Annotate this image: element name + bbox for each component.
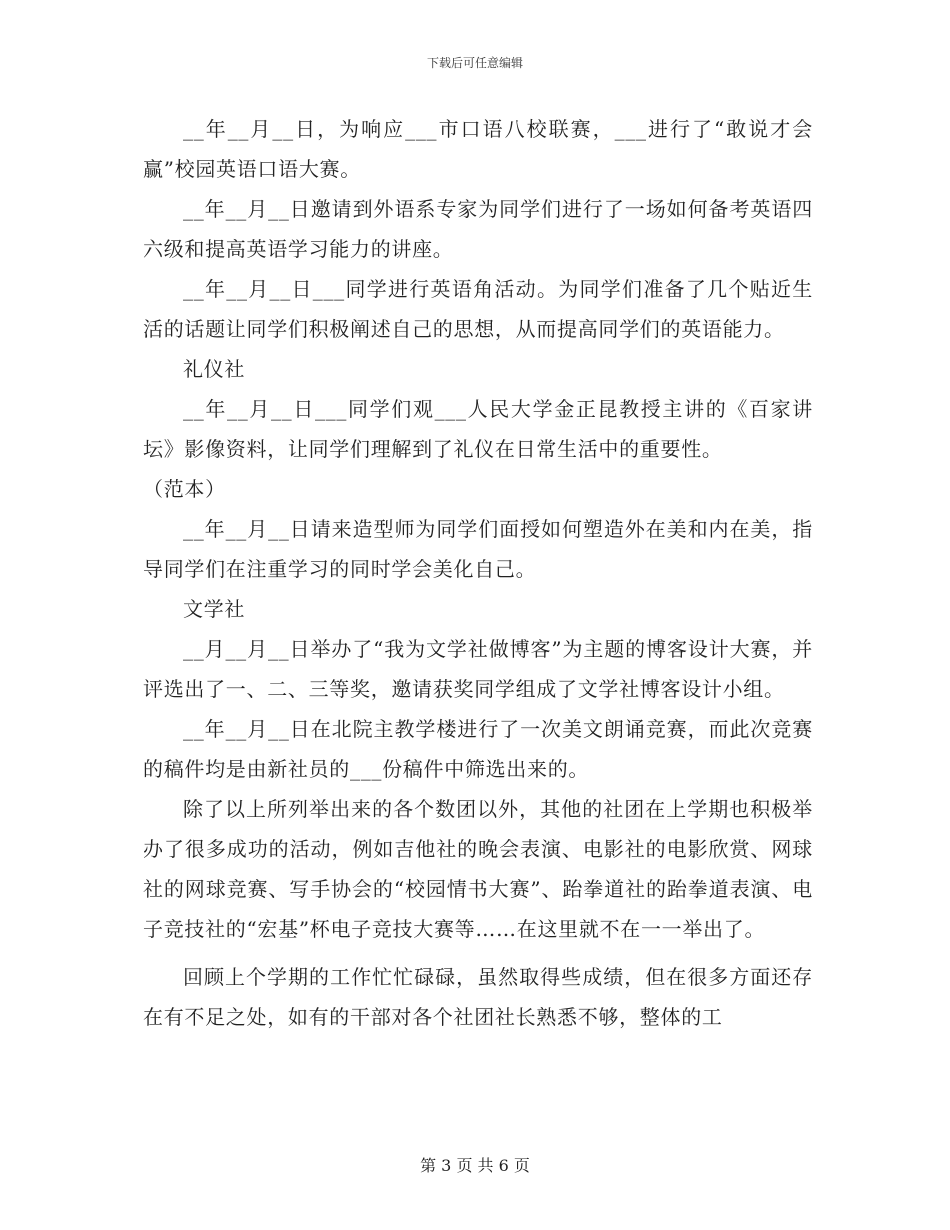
paragraph-cet-lecture: __年__月__日邀请到外语系专家为同学们进行了一场如何备考英语四六级和提高英语学习能力的讲座。 (143, 197, 813, 261)
template-note: （范本） (143, 477, 226, 501)
header-note: 下载后可任意编辑 (426, 56, 523, 70)
paragraph-review: 回顾上个学期的工作忙忙碌碌，虽然取得些成绩，但在很多方面还存在有不足之处，如有的干部对各个社团社长熟悉不够，整体的工 (143, 965, 813, 1029)
paragraph-stylist-lecture: __年__月__日请来造型师为同学们面授如何塑造外在美和内在美，指导同学们在注重学习的同时学会美化自己。 (143, 517, 813, 581)
section-heading-literature-club: 文学社 (183, 597, 246, 621)
paragraph-blog-contest: __月__月__日举办了“我为文学社做博客”为主题的博客设计大赛，并评选出了一、二、三等奖，邀请获奖同学组成了文学社博客设计小组。 (143, 637, 813, 701)
paragraph-recitation-contest: __年__月__日在北院主教学楼进行了一次美文朗诵竞赛，而此次竞赛的稿件均是由新社员的___份稿件中筛选出来的。 (143, 717, 813, 781)
paragraph-speaking-contest: __年__月__日，为响应___市口语八校联赛，___进行了“敢说才会赢”校园英语口语大赛。 (143, 117, 813, 181)
page-number: 第 3 页 共 6 页 (420, 1156, 530, 1175)
paragraph-other-clubs: 除了以上所列举出来的各个数团以外，其他的社团在上学期也积极举办了很多成功的活动，例如吉他社的晚会表演、电影社的电影欣赏、网球社的网球竞赛、写手协会的“校园情书大赛”、跆拳道社的跆拳道表演、电子竞技社的“宏基”杯电子竞技大赛等……在这里就不在一一举出了。 (143, 797, 813, 941)
paragraph-english-corner: __年__月__日___同学进行英语角活动。为同学们准备了几个贴近生活的话题让同学们积极阐述自己的思想，从而提高同学们的英语能力。 (143, 277, 813, 341)
section-heading-etiquette-club: 礼仪社 (183, 357, 246, 381)
paragraph-etiquette-video: __年__月__日___同学们观___人民大学金正昆教授主讲的《百家讲坛》影像资料，让同学们理解到了礼仪在日常生活中的重要性。 (143, 397, 813, 461)
document-body (143, 109, 813, 1037)
